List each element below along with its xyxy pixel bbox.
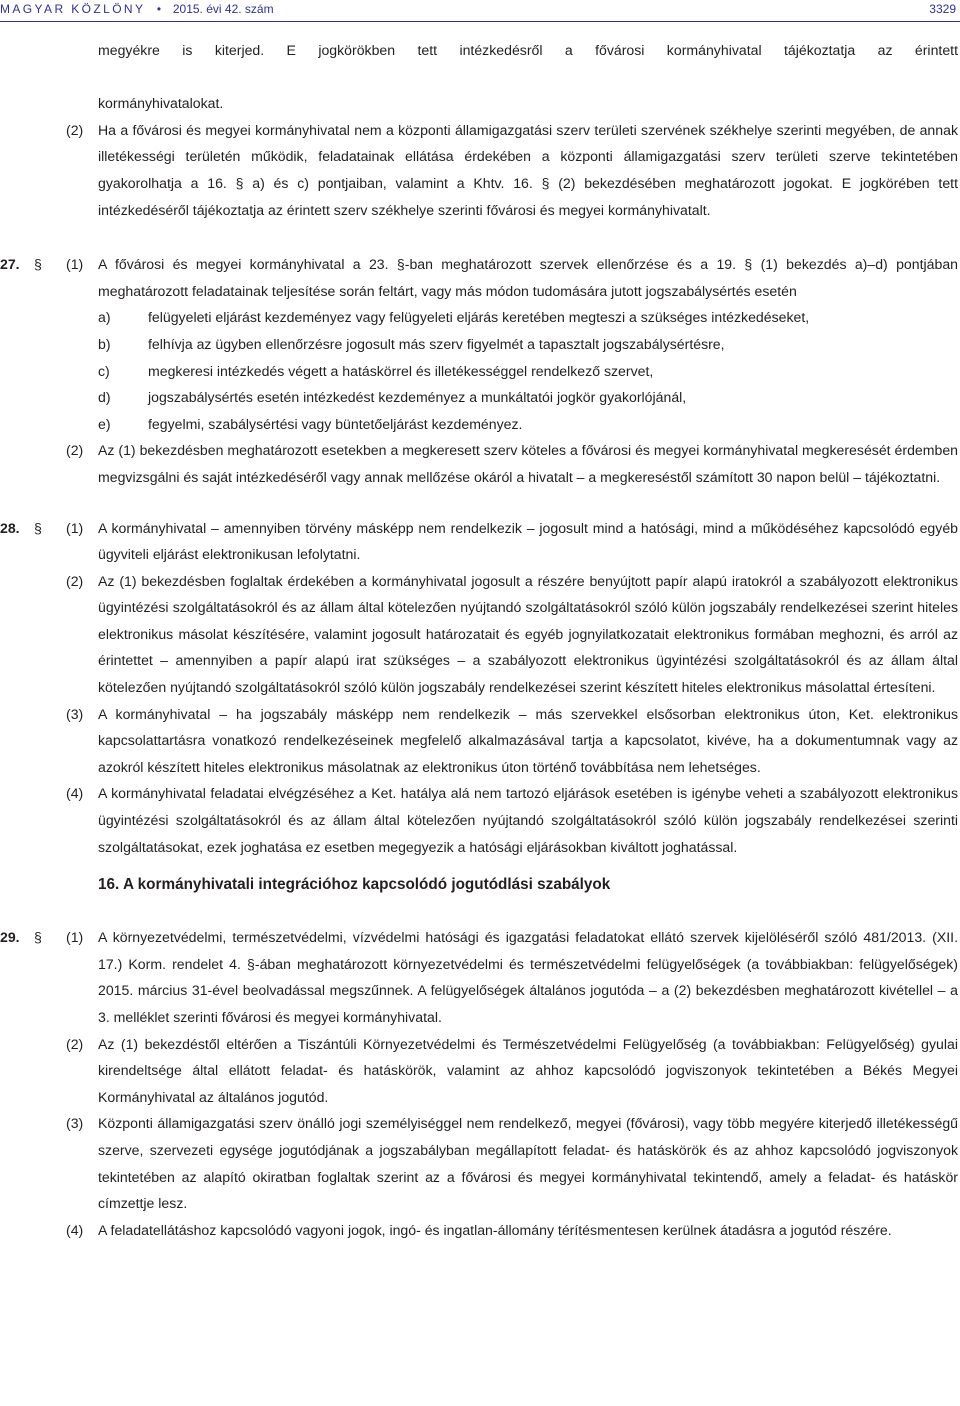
section-number: 27. bbox=[0, 256, 20, 273]
subsection-text: Az (1) bekezdésben meghatározott esetekben a megkeresett szerv köteles a fővárosi és megyei kormányhivatal megkeresését érdemben megvizsgálni és saját intézkedéséről vagy annak mellőzése okáról a hivatalt – a megkereséstől számított 30 napon belül – tájékoztatni. bbox=[98, 442, 958, 485]
list-item bbox=[0, 384, 958, 411]
subsection-text: A környezetvédelmi, természetvédelmi, vízvédelmi hatósági és igazgatási feladatokat ellátó szervek kijelöléséről szóló 481/2013. (XII. 17.) Korm. rendelet 4. §-ában meghatározott környezetvédelmi és természetvédelmi felügyelőségek (a továbbiakban: felügyelőségek) 2015. március 31-ével beolvadással megszűnnek. A felügyelőségek általános jogutóda – a (2) bekezdésben meghatározott kivétellel – a 3. melléklet szerinti fővárosi és megyei kormányhivatal. bbox=[98, 929, 958, 1025]
item-letter: d) bbox=[98, 389, 111, 406]
bullet-separator: • bbox=[156, 2, 162, 16]
subsection-number: (3) bbox=[66, 705, 84, 722]
subsection bbox=[0, 568, 958, 701]
subsection bbox=[0, 1217, 958, 1244]
item-text: fegyelmi, szabálysértési vagy büntetőeljárást kezdeményez. bbox=[148, 415, 523, 432]
subsection-number: (1) bbox=[66, 256, 84, 273]
section-heading: 16. A kormányhivatali integrációhoz kapcsolódó jogutódlási szabályok bbox=[98, 876, 611, 894]
item-text: felügyeleti eljárást kezdeményez vagy felügyeleti eljárás keretében megteszi a szükséges intézkedéseket, bbox=[148, 309, 810, 326]
subsection-text: Az (1) bekezdéstől eltérően a Tiszántúli Környezetvédelmi és Természetvédelmi Felügyelőség (a továbbiakban: Felügyelőség) gyulai kirendeltsége által ellátott feladat- és hatáskörök, valamint az ahhoz kapcsolódó jogviszonyok tekintetében a Békés Megyei Kormányhivatal az általános jogutód. bbox=[98, 1035, 958, 1105]
subsection-text: A feladatellátáshoz kapcsolódó vagyoni jogok, ingó- és ingatlan-állomány térítésmentesen kerülnek átadásra a jogutód részére. bbox=[98, 1221, 892, 1238]
continuation-line: megyékre is kiterjed. E jogkörökben tett intézkedésről a fővárosi kormányhivatal tájékoztatja az érintett bbox=[98, 42, 958, 58]
section-29 bbox=[0, 924, 958, 1030]
subsection-text: Az (1) bekezdésben foglaltak érdekében a kormányhivatal jogosult a részére benyújtott papír alapú iratokról a szabályozott elektronikus ügyintézési szolgáltatásokról és az állam által kötelezően nyújtandó szolgáltatásokról szóló külön jogszabály rendelkezései szerint hiteles elektronikus másolat készítésére, valamint jogosult határozatait és egyéb jognyilatkozatait elektronikus formában meghozni, és arról az érintettet – amennyiben a papír alapú irat szükséges – a szabályozott elektronikus ügyintézési szolgáltatásokról és az állam által kötelezően nyújtandó szolgáltatásokról szóló külön jogszabály rendelkezései szerint készített hiteles elektronikus másolattal értesíteni. bbox=[98, 572, 958, 696]
item-letter: a) bbox=[98, 309, 111, 326]
subsection bbox=[0, 1110, 958, 1216]
subsection-number: (3) bbox=[66, 1115, 84, 1132]
subsection-text: A kormányhivatal feladatai elvégzéséhez a Ket. hatálya alá nem tartozó eljárások esetében is igénybe veheti a szabályozott elektronikus ügyintézési szolgáltatásokról és az állam által kötelezően nyújtandó szolgáltatásokról szóló külön jogszabály rendelkezései szerinti szolgáltatásokat, ezek joghatása ez esetben megegyezik a hatósági eljárásokban kiváltott joghatással. bbox=[98, 785, 958, 855]
subsection bbox=[0, 437, 958, 490]
subsection-number: (4) bbox=[66, 785, 84, 802]
running-title bbox=[0, 2, 274, 16]
subsection-number: (2) bbox=[66, 572, 84, 589]
item-letter: b) bbox=[98, 335, 111, 352]
continuation-text bbox=[98, 37, 958, 117]
subsection bbox=[0, 780, 958, 860]
subsection-number: (2) bbox=[66, 121, 84, 138]
item-letter: e) bbox=[98, 415, 111, 432]
subsection-number: (1) bbox=[66, 519, 84, 536]
section-28 bbox=[0, 515, 958, 568]
subsection-text: A fővárosi és megyei kormányhivatal a 23. §-ban meghatározott szervek ellenőrzése és a 19. § (1) bekezdés a)–d) pontjában meghatározott feladatainak teljesítése során feltárt, vagy más módon tudomására jutott jogszabálysértés esetén bbox=[98, 256, 958, 299]
subsection bbox=[0, 701, 958, 781]
section-symbol: § bbox=[34, 519, 42, 536]
header-rule bbox=[0, 21, 960, 22]
journal-name: MAGYAR KÖZLÖNY bbox=[0, 2, 146, 16]
subsection-text: Ha a fővárosi és megyei kormányhivatal nem a központi államigazgatási szerv területi szervének székhelye szerinti megyében, de annak illetékességi területén működik, feladatainak ellátása érdekében a központi államigazgatási szerv területi szerve tekintetében gyakorolhatja a 16. § a) és c) pontjaiban, valamint a Khtv. 16. § (2) bekezdésében meghatározott jogokat. E jogkörében tett intézkedéséről tájékoztatja az érintett szerv székhelye szerinti fővárosi és megyei kormányhivatalt. bbox=[98, 121, 958, 218]
subsection bbox=[0, 1031, 958, 1111]
subsection-number: (2) bbox=[66, 1035, 84, 1052]
item-text: jogszabálysértés esetén intézkedést kezdeményez a munkáltatói jogkör gyakorlójánál, bbox=[148, 389, 687, 406]
section-27 bbox=[0, 251, 958, 304]
list-item bbox=[0, 304, 958, 331]
subsection-text: A kormányhivatal – amennyiben törvény másképp nem rendelkezik – jogosult mind a hatósági, mind a működéséhez kapcsolódó egyéb ügyviteli eljárást elektronikusan lefolytatni. bbox=[98, 519, 958, 563]
subsection-number: (2) bbox=[66, 442, 84, 459]
page-header bbox=[0, 0, 960, 22]
item-text: felhívja az ügyben ellenőrzésre jogosult más szerv figyelmét a tapasztalt jogszabálysértésre, bbox=[148, 335, 725, 352]
subsection bbox=[0, 117, 958, 223]
list-item bbox=[0, 358, 958, 385]
continuation-line: kormányhivatalokat. bbox=[98, 95, 224, 112]
page-body bbox=[0, 37, 958, 1243]
list-item bbox=[0, 411, 958, 438]
subsection-text: Központi államigazgatási szerv önálló jogi személyiséggel nem rendelkező, megyei (fővárosi), vagy több megyére kiterjedő illetékességű szerve, szervezeti egysége jogutódjának a jogszabályban megállapított feladat- és hatáskörök és az ahhoz kapcsolódó jogviszonyok tekintetében az alapító okiratban foglaltak szerint az a fővárosi és megyei kormányhivatal tekintendő, amely a feladat- és hatáskör címzettje lesz. bbox=[98, 1115, 958, 1212]
subsection-text: A kormányhivatal – ha jogszabály másképp nem rendelkezik – más szervekkel elsősorban elektronikus úton, Ket. elektronikus kapcsolattartásra vonatkozó rendelkezéseinek megfelelő alkalmazásával tartja a kapcsolatot, kivéve, ha a dokumentumnak vagy az azokról készített hiteles elektronikus másolatnak az elektronikus úton történő továbbítása nem lehetséges. bbox=[98, 705, 958, 775]
issue-label: 2015. évi 42. szám bbox=[172, 2, 274, 16]
section-symbol: § bbox=[34, 256, 42, 273]
list-item bbox=[0, 331, 958, 358]
section-number: 28. bbox=[0, 519, 20, 536]
subsection-number: (1) bbox=[66, 929, 84, 946]
section-symbol: § bbox=[34, 929, 42, 946]
item-text: megkeresi intézkedés végett a hatáskörrel és illetékességgel rendelkező szervet, bbox=[148, 362, 654, 379]
page-number: 3329 bbox=[929, 2, 956, 16]
subsection-number: (4) bbox=[66, 1221, 84, 1238]
section-number: 29. bbox=[0, 929, 20, 946]
item-letter: c) bbox=[98, 362, 110, 379]
